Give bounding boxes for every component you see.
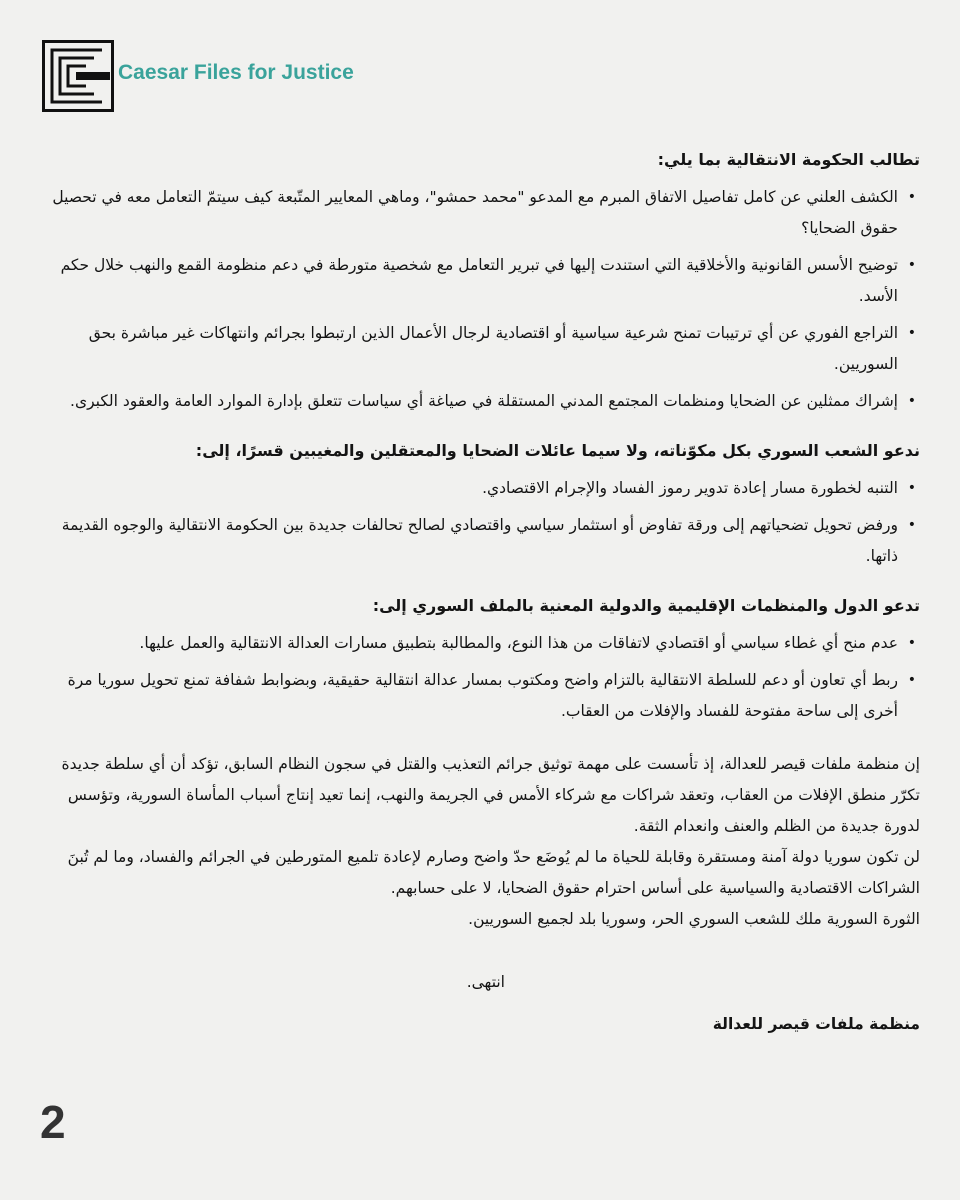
- bullet-item: • ورفض تحويل تضحياتهم إلى ورقة تفاوض أو استثمار سياسي واقتصادي لصالح تحالفات جديدة بين الحكومة الانتقالية والوجوه القديمة ذاتها.: [40, 510, 898, 572]
- bullet-item: • التراجع الفوري عن أي ترتيبات تمنح شرعية سياسية أو اقتصادية لرجال الأعمال الذين ارتبطوا بجرائم وانتهاكات غير مباشرة بحق السوريين.: [40, 318, 898, 380]
- bullet-list: [40, 473, 920, 572]
- section-international: [40, 594, 920, 727]
- bullet-item: • توضيح الأسس القانونية والأخلاقية التي استندت إليها في تبرير التعامل مع شخصية متورطة في دعم منظومة القمع والنهب خلال حكم الأسد.: [40, 250, 898, 312]
- document-body: [40, 148, 920, 1037]
- paragraph: لن تكون سوريا دولة آمنة ومستقرة وقابلة للحياة ما لم يُوضَع حدّ واضح وصارم لإعادة تلميع المتورطين في الجرائم والفساد، وما لم تُبنَ الشراكات الاقتصادية والسياسية على أساس احترام حقوق الضحايا، لا على حسابهم.: [67, 848, 920, 897]
- bullet-list: [40, 182, 920, 417]
- bullet-item: • ربط أي تعاون أو دعم للسلطة الانتقالية بالتزام واضح ومكتوب بمسار عدالة انتقالية حقيقية، وبضوابط شفافة تمنع تحويل سوريا مرة أخرى إلى ساحة مفتوحة للفساد والإفلات من العقاب.: [40, 665, 898, 727]
- section-heading: تدعو الدول والمنظمات الإقليمية والدولية المعنية بالملف السوري إلى:: [372, 596, 920, 615]
- brand-name: Caesar Files for Justice: [118, 61, 354, 84]
- page-number: 2: [40, 1096, 66, 1148]
- paragraph: إن منظمة ملفات قيصر للعدالة، إذ تأسست على مهمة توثيق جرائم التعذيب والقتل في سجون النظام السابق، تؤكد أن أي سلطة جديدة تكرّر منطق الإفلات من العقاب، وتعقد شراكات مع شركاء الأمس في الجريمة والنهب، إنما تعيد إنتاج أسباب المأساة السورية، وتؤسس لدورة جديدة من الظلم والعنف وانعدام الثقة.: [61, 755, 920, 835]
- section-syrian-people: [40, 439, 920, 572]
- bullet-item: • التنبه لخطورة مسار إعادة تدوير رموز الفساد والإجرام الاقتصادي.: [40, 473, 898, 504]
- caesar-files-logo-icon: [42, 40, 114, 112]
- paragraph: الثورة السورية ملك للشعب السوري الحر، وسوريا بلد لجميع السوريين.: [468, 910, 920, 928]
- bullet-item: • عدم منح أي غطاء سياسي أو اقتصادي لاتفاقات من هذا النوع، والمطالبة بتطبيق مسارات العدالة الانتقالية والعمل عليها.: [40, 628, 898, 659]
- bullet-list: [40, 628, 920, 727]
- section-demands: [40, 148, 920, 417]
- bullet-item: • الكشف العلني عن كامل تفاصيل الاتفاق المبرم مع المدعو "محمد حمشو"، وماهي المعايير المتّبعة كيف سيتمّ التعامل معه في تحصيل حقوق الضحايا؟: [40, 182, 898, 244]
- signature: منظمة ملفات قيصر للعدالة: [712, 1015, 920, 1033]
- section-heading: ندعو الشعب السوري بكل مكوّناته، ولا سيما عائلات الضحايا والمعتقلين والمغيبين قسرًا، إلى:: [195, 441, 920, 460]
- bullet-item: • إشراك ممثلين عن الضحايا ومنظمات المجتمع المدني المستقلة في صياغة أي سياسات تتعلق بإدارة الموارد العامة والعقود الكبرى.: [40, 386, 898, 417]
- closing-text: انتهى.: [466, 973, 505, 991]
- section-heading: تطالب الحكومة الانتقالية بما يلي:: [657, 150, 920, 169]
